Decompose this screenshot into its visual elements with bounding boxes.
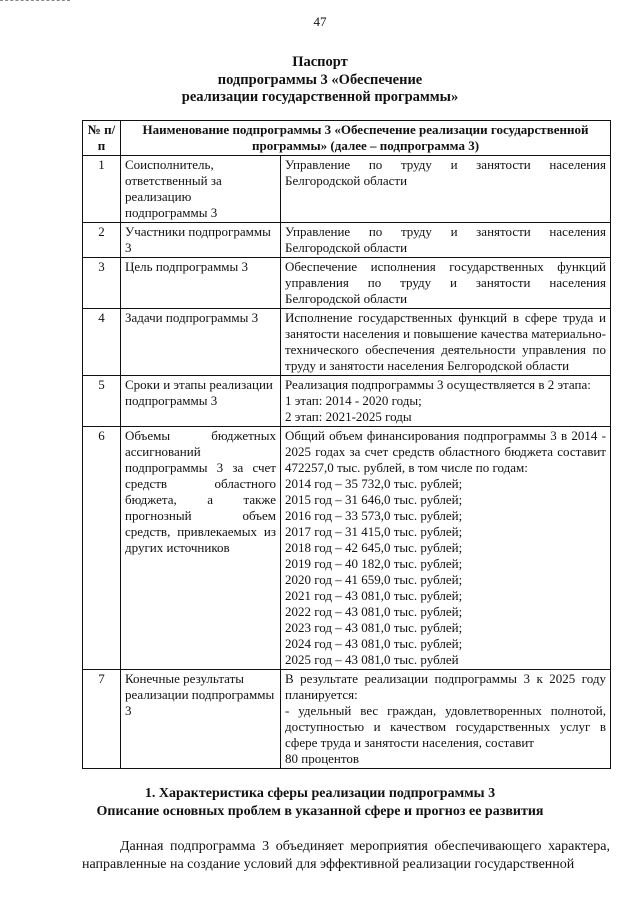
row-description <box>281 223 611 258</box>
description-line: Исполнение государственных функций в сфере труда и занятости населения и повышение качества материально-технического обеспечения деятельности управления по труду и занятости населения Белгородской области <box>285 310 606 373</box>
row-number: 1 <box>83 156 121 223</box>
row-name: Участники подпрограммы 3 <box>121 223 281 258</box>
table-row <box>83 223 611 258</box>
section-heading-line-2: Описание основных проблем в указанной сфере и прогноз ее развития <box>96 804 544 819</box>
description-line: 2017 год – 31 415,0 тыс. рублей; <box>285 524 463 539</box>
row-number: 6 <box>83 427 121 670</box>
description-line: - удельный вес граждан, удовлетворенных полнотой, доступностью и качеством государственных услуг в сфере труда и занятости населения, составит <box>285 703 606 750</box>
table-row <box>83 258 611 309</box>
description-line: 2018 год – 42 645,0 тыс. рублей; <box>285 540 463 555</box>
description-line: 2016 год – 33 573,0 тыс. рублей; <box>285 508 463 523</box>
row-number: 4 <box>83 309 121 376</box>
row-number: 3 <box>83 258 121 309</box>
description-line: 80 процентов <box>285 751 360 766</box>
row-number: 5 <box>83 376 121 427</box>
table-row <box>83 670 611 769</box>
description-line: 2022 год – 43 081,0 тыс. рублей; <box>285 604 463 619</box>
header-number: № п/п <box>83 121 121 156</box>
row-name: Задачи подпрограммы 3 <box>121 309 281 376</box>
page-number: 47 <box>313 14 327 29</box>
table-header-row <box>83 121 611 156</box>
row-description <box>281 258 611 309</box>
passport-table <box>82 120 611 769</box>
description-line: 2024 год – 43 081,0 тыс. рублей; <box>285 636 463 651</box>
table-body <box>83 156 611 769</box>
description-line: 2020 год – 41 659,0 тыс. рублей; <box>285 572 463 587</box>
title-line-1: Паспорт <box>292 54 348 70</box>
description-line: 2023 год – 43 081,0 тыс. рублей; <box>285 620 463 635</box>
row-description <box>281 309 611 376</box>
table-row <box>83 427 611 670</box>
row-number: 7 <box>83 670 121 769</box>
body-paragraph: Данная подпрограмма 3 объединяет мероприятия обеспечивающего характера, направленные на создание условий для эффективной реализации государственной <box>82 839 610 872</box>
description-line: 2019 год – 40 182,0 тыс. рублей; <box>285 556 463 571</box>
table-row <box>83 309 611 376</box>
section-heading-line-1: 1. Характеристика сферы реализации подпрограммы 3 <box>144 786 496 801</box>
row-description <box>281 427 611 670</box>
row-number: 2 <box>83 223 121 258</box>
passport-title <box>0 54 640 107</box>
description-line: Управление по труду и занятости населения Белгородской области <box>285 224 606 255</box>
description-line: 2025 год – 43 081,0 тыс. рублей <box>285 652 459 667</box>
table-row <box>83 156 611 223</box>
description-line: 2021 год – 43 081,0 тыс. рублей; <box>285 588 463 603</box>
table-row <box>83 376 611 427</box>
row-description <box>281 376 611 427</box>
description-line: Обеспечение исполнения государственных функций управления по труду и занятости населения Белгородской области <box>285 259 606 306</box>
description-line: Реализация подпрограммы 3 осуществляется в 2 этапа: <box>285 377 591 392</box>
description-line: Управление по труду и занятости населения Белгородской области <box>285 157 606 188</box>
description-line: 2 этап: 2021-2025 годы <box>285 409 412 424</box>
top-edge-mark <box>0 0 70 1</box>
header-subprogram-name: Наименование подпрограммы 3 «Обеспечение реализации государственной программы» (далее – подпрограмма 3) <box>121 121 611 156</box>
description-line: 1 этап: 2014 - 2020 годы; <box>285 393 422 408</box>
row-name: Сроки и этапы реализации подпрограммы 3 <box>121 376 281 427</box>
section-heading <box>0 785 640 821</box>
row-name: Цель подпрограммы 3 <box>121 258 281 309</box>
title-line-3: реализации государственной программы» <box>181 89 459 105</box>
row-name: Соисполнитель, ответственный за реализацию подпрограммы 3 <box>121 156 281 223</box>
description-line: В результате реализации подпрограммы 3 к 2025 году планируется: <box>285 671 606 702</box>
description-line: 2014 год – 35 732,0 тыс. рублей; <box>285 476 463 491</box>
description-line: Общий объем финансирования подпрограммы 3 в 2014 - 2025 годах за счет средств областного бюджета составит 472257,0 тыс. рублей, в том числе по годам: <box>285 428 606 475</box>
row-description <box>281 670 611 769</box>
row-description <box>281 156 611 223</box>
row-name: Конечные результаты реализации подпрограммы 3 <box>121 670 281 769</box>
title-line-2: подпрограммы 3 «Обеспечение <box>217 71 423 88</box>
row-name: Объемы бюджетных ассигнований подпрограммы 3 за счет средств областного бюджета, а также прогнозный объем средств, привлекаемых из других источников <box>121 427 281 670</box>
description-line: 2015 год – 31 646,0 тыс. рублей; <box>285 492 463 507</box>
